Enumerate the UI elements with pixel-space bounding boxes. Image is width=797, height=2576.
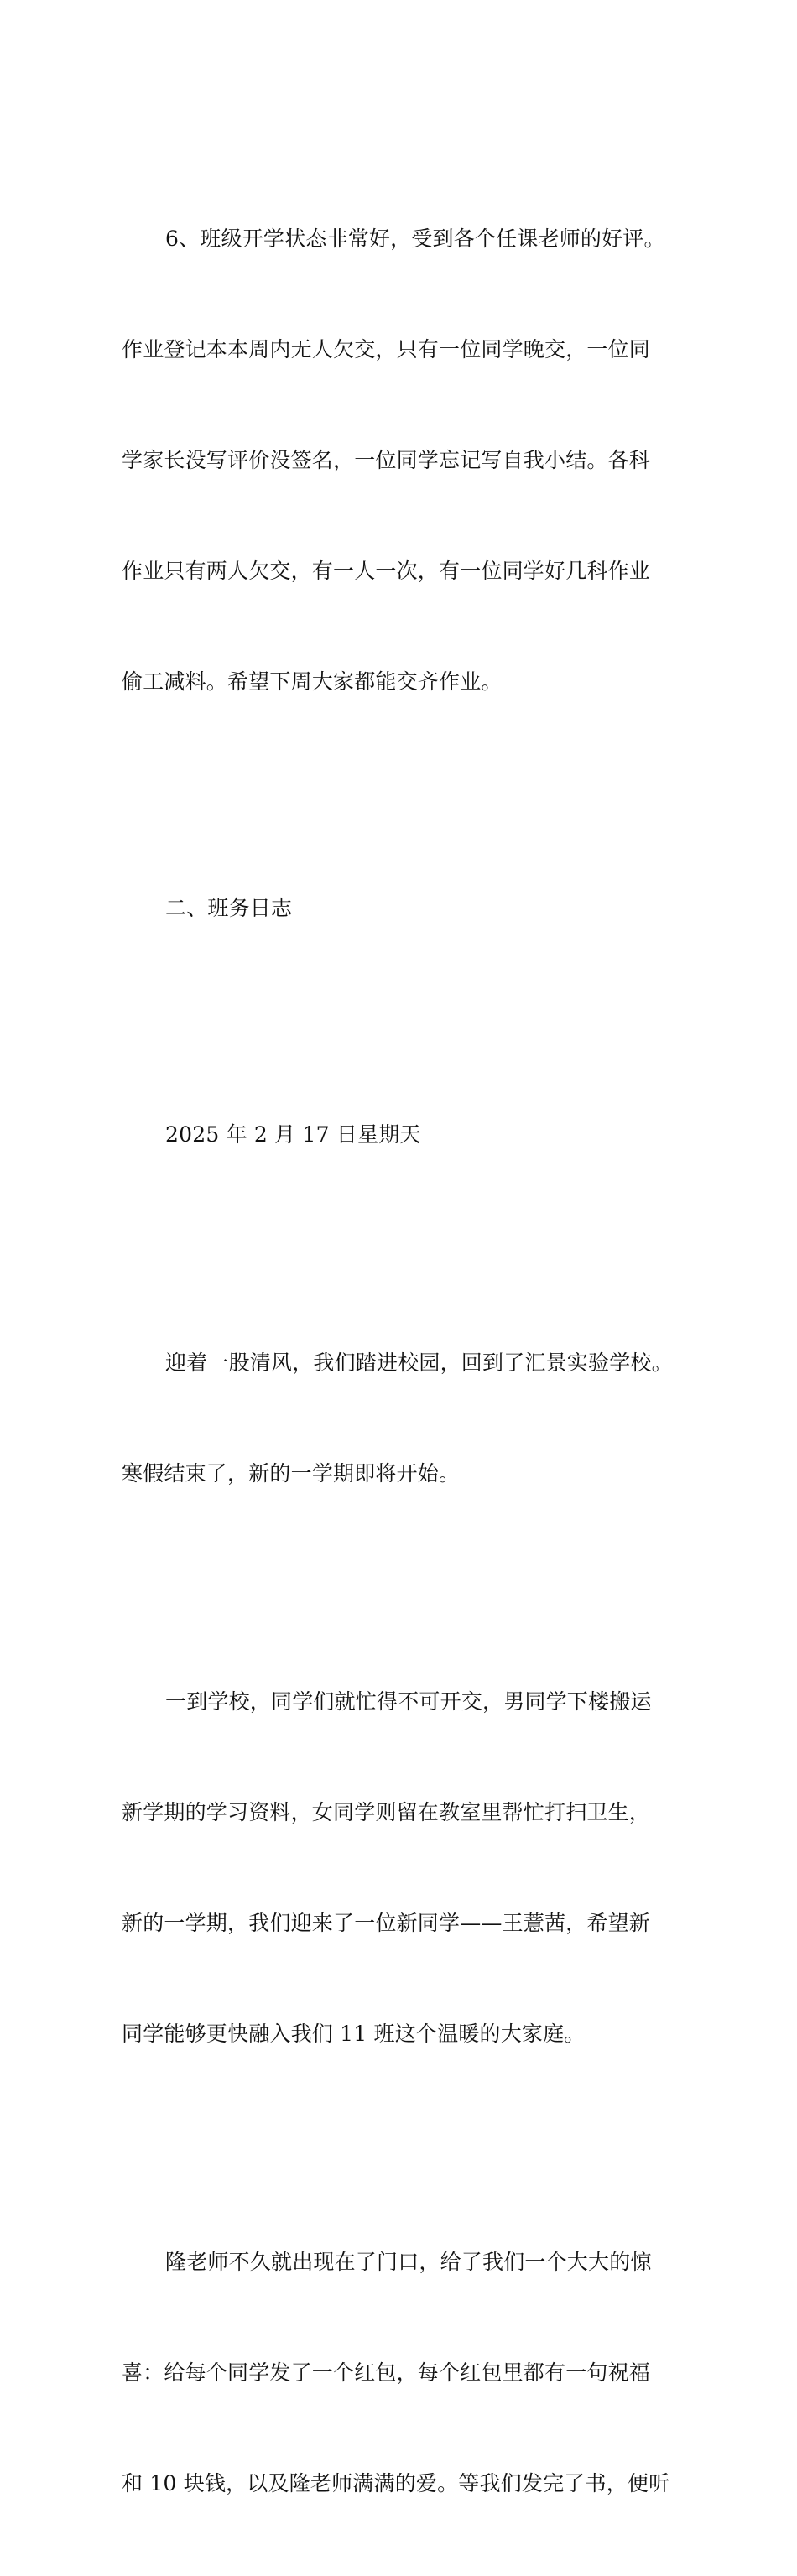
paragraph-homework-summary (122, 147, 682, 774)
log-date (122, 1043, 682, 1227)
text-line: 新学期的学习资料，女同学则留在教室里帮忙打扫卫生， (122, 1800, 651, 1824)
text-line: 一到学校，同学们就忙得不可开交，男同学下楼搬运 (165, 1689, 652, 1714)
text-line: 学家长没写评价没签名，一位同学忘记写自我小结。各科 (122, 448, 651, 472)
text-line: 喜：给每个同学发了一个红包，每个红包里都有一句祝福 (122, 2360, 651, 2385)
text-line: 6、班级开学状态非常好，受到各个任课老师的好评。 (165, 226, 665, 251)
text-line: 寒假结束了，新的一学期即将开始。 (122, 1461, 461, 1486)
text-line: 作业登记本本周内无人欠交，只有一位同学晚交，一位同 (122, 337, 651, 362)
text-line: 2025 年 2 月 17 日星期天 (165, 1122, 421, 1147)
document-page (122, 147, 682, 2576)
paragraph-busy-students (122, 1610, 682, 2126)
text-line: 隆老师不久就出现在了门口，给了我们一个大大的惊 (165, 2250, 652, 2274)
text-line: 和 10 块钱，以及隆老师满满的爱。等我们发完了书，便听 (122, 2471, 670, 2495)
text-line: 偷工减料。希望下周大家都能交齐作业。 (122, 669, 503, 694)
paragraph-teacher-surprise (122, 2170, 682, 2576)
text-line: 二、班务日志 (165, 896, 293, 920)
text-line: 新的一学期，我们迎来了一位新同学——王薏茜，希望新 (122, 1911, 651, 1935)
text-line: 迎着一股清风，我们踏进校园，回到了汇景实验学校。 (165, 1350, 673, 1375)
paragraph-return-school (122, 1271, 682, 1566)
text-line: 作业只有两人欠交，有一人一次，有一位同学好几科作业 (122, 559, 651, 583)
section-heading-class-log (122, 816, 682, 1001)
text-line: 同学能够更快融入我们 11 班这个温暖的大家庭。 (122, 2022, 586, 2046)
